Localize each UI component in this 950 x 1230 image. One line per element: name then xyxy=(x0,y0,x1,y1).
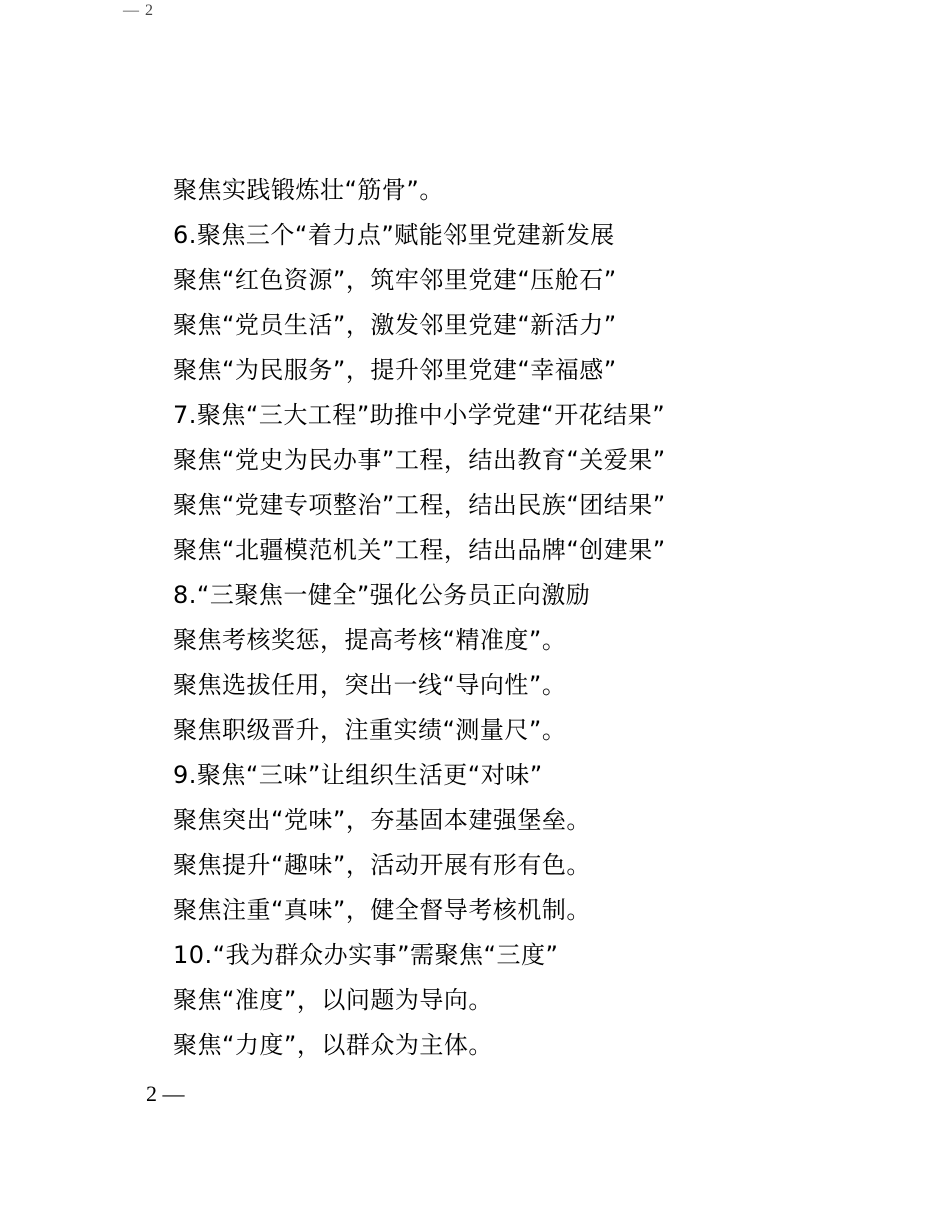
text-line-3: 聚焦“红色资源”，筑牢邻里党建“压舱石” xyxy=(173,266,617,294)
section-heading-9: 9.聚焦“三味”让组织生活更“对味” xyxy=(173,761,543,789)
header-page-number: — 2 xyxy=(123,2,154,19)
section-heading-7: 7.聚焦“三大工程”助推中小学党建“开花结果” xyxy=(173,401,666,429)
section-heading-10: 10.“我为群众办实事”需聚焦“三度” xyxy=(173,941,559,969)
section-heading-8: 8.“三聚焦一健全”强化公务员正向激励 xyxy=(173,581,591,609)
footer-page-number: 2 — xyxy=(146,1081,185,1106)
document-body xyxy=(173,168,793,1068)
text-line-5: 聚焦“为民服务”，提升邻里党建“幸福感” xyxy=(173,356,617,384)
text-line-17: 聚焦注重“真味”，健全督导考核机制。 xyxy=(173,896,591,924)
text-line-1: 聚焦实践锻炼壮“筋骨”。 xyxy=(173,176,444,204)
section-heading-6: 6.聚焦三个“着力点”赋能邻里党建新发展 xyxy=(173,221,615,249)
text-line-16: 聚焦提升“趣味”，活动开展有形有色。 xyxy=(173,851,591,879)
text-line-8: 聚焦“党建专项整治”工程，结出民族“团结果” xyxy=(173,491,666,519)
text-line-20: 聚焦“力度”，以群众为主体。 xyxy=(173,1031,493,1059)
text-line-19: 聚焦“准度”，以问题为导向。 xyxy=(173,986,493,1014)
text-line-9: 聚焦“北疆模范机关”工程，结出品牌“创建果” xyxy=(173,536,666,564)
text-line-11: 聚焦考核奖惩，提高考核“精准度”。 xyxy=(173,626,567,654)
text-line-12: 聚焦选拔任用，突出一线“导向性”。 xyxy=(173,671,567,699)
text-line-7: 聚焦“党史为民办事”工程，结出教育“关爱果” xyxy=(173,446,666,474)
text-line-4: 聚焦“党员生活”，激发邻里党建“新活力” xyxy=(173,311,617,339)
text-line-13: 聚焦职级晋升，注重实绩“测量尺”。 xyxy=(173,716,567,744)
text-line-15: 聚焦突出“党味”，夯基固本建强堡垒。 xyxy=(173,806,591,834)
